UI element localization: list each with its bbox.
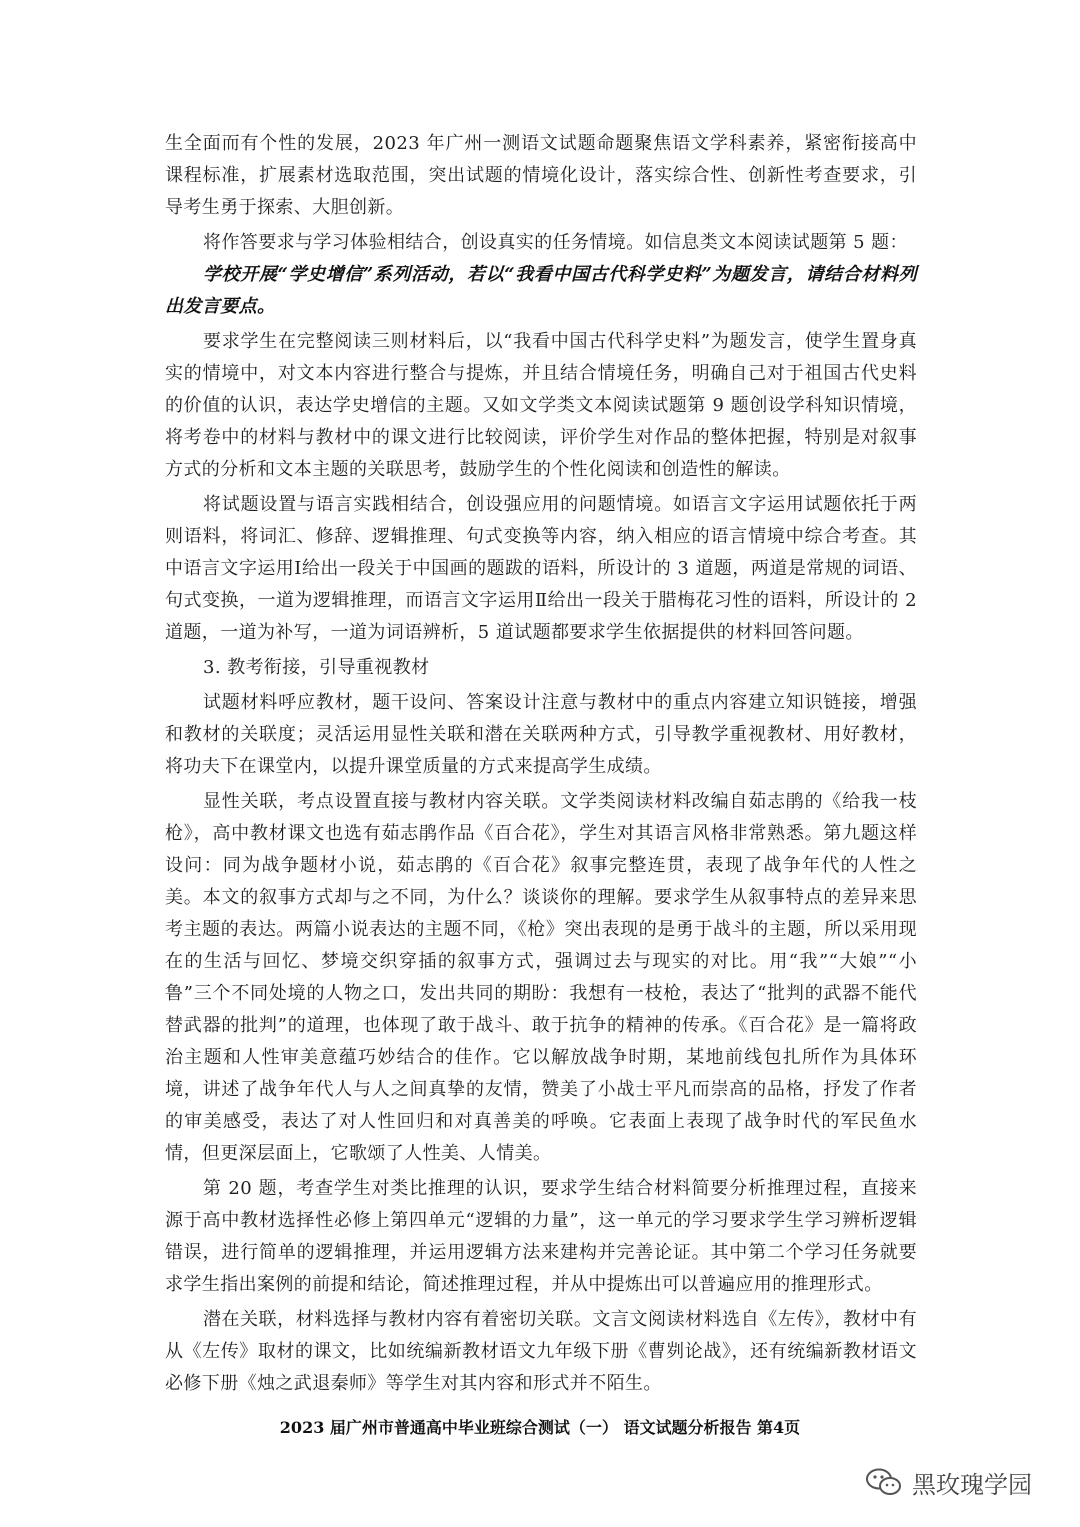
quoted-question: 学校开展“学史增信”系列活动，若以“我看中国古代科学史料”为题发言，请结合材料列出发言要点。 xyxy=(165,264,917,317)
paragraph-4: 要求学生在完整阅读三则材料后，以“我看中国古代科学史料”为题发言，使学生置身真实的情境中，对文本内容进行整合与提炼，并且结合情境任务，明确自己对于祖国古代史料的价值的认识，表达学史增信的主题。又如文学类文本阅读试题第 9 题创设学科知识情境，将考卷中的材料与教材中的课文进行比较阅读，评价学生对作品的整体把握，特别是对叙事方式的分析和文本主题的关联思考，鼓励学生的个性化阅读和创造性的解读。 xyxy=(165,331,917,480)
section-heading: 3. 教考衔接，引导重视教材 xyxy=(203,657,430,678)
paragraph-9: 第 20 题，考查学生对类比推理的认识，要求学生结合材料简要分析推理过程，直接来源于高中教材选择性必修上第四单元“逻辑的力量”，这一单元的学习要求学生学习辨析逻辑错误，进行简单的逻辑推理，并运用逻辑方法来建构并完善论证。其中第二个学习任务就要求学生指出案例的前提和结论，简述推理过程，并从中提炼出可以普遍应用的推理形式。 xyxy=(165,1178,917,1295)
watermark-text: 黑玫瑰学园 xyxy=(912,1470,1032,1499)
paragraph-2: 将作答要求与学习体验相结合，创设真实的任务情境。如信息类文本阅读试题第 5 题： xyxy=(203,232,908,253)
paragraph-1: 生全面而有个性的发展，2023 年广州一测语文试题命题聚焦语文学科素养，紧密衔接高中课程标准，扩展素材选取范围，突出试题的情境化设计，落实综合性、创新性考查要求，引导考生勇于探索、大胆创新。 xyxy=(165,133,917,218)
document-body xyxy=(165,128,917,1400)
wechat-icon xyxy=(864,1467,904,1497)
paragraph-7: 试题材料呼应教材，题干设问、答案设计注意与教材中的重点内容建立知识链接，增强和教材的关联度；灵活运用显性关联和潜在关联两种方式，引导教学重视教材、用好教材，将功夫下在课堂内，以提升课堂质量的方式来提高学生成绩。 xyxy=(165,692,917,777)
paragraph-5: 将试题设置与语言实践相结合，创设强应用的问题情境。如语言文字运用试题依托于两则语料，将词汇、修辞、逻辑推理、句式变换等内容，纳入相应的语言情境中综合考查。其中语言文字运用Ⅰ给出一段关于中国画的题跋的语料，所设计的 3 道题，两道是常规的词语、句式变换，一道为逻辑推理，而语言文字运用Ⅱ给出一段关于腊梅花习性的语料，所设计的 2 道题，一道为补写，一道为词语辨析，5 道试题都要求学生依据提供的材料回答问题。 xyxy=(165,494,917,643)
page-footer: 2023 届广州市普通高中毕业班综合测试（一） 语文试题分析报告 第4页 xyxy=(279,1418,801,1437)
watermark xyxy=(864,1462,1032,1502)
paragraph-10: 潜在关联，材料选择与教材内容有着密切关联。文言文阅读材料选自《左传》，教材中有从《左传》取材的课文，比如统编新教材语文九年级下册《曹刿论战》，还有统编新教材语文必修下册《烛之武退秦师》等学生对其内容和形式并不陌生。 xyxy=(165,1309,917,1394)
paragraph-8: 显性关联，考点设置直接与教材内容关联。文学类阅读材料改编自茹志鹃的《给我一枝枪》，高中教材课文也选有茹志鹃作品《百合花》，学生对其语言风格非常熟悉。第九题这样设问：同为战争题材小说，茹志鹃的《百合花》叙事完整连贯，表现了战争年代的人性之美。本文的叙事方式却与之不同，为什么？谈谈你的理解。要求学生从叙事特点的差异来思考主题的表达。两篇小说表达的主题不同，《枪》突出表现的是勇于战斗的主题，所以采用现在的生活与回忆、梦境交织穿插的叙事方式，强调过去与现实的对比。用“我”“大娘”“小鲁”三个不同处境的人物之口，发出共同的期盼：我想有一枝枪，表达了“批判的武器不能代替武器的批判”的道理，也体现了敢于战斗、敢于抗争的精神的传承。《百合花》是一篇将政治主题和人性审美意蕴巧妙结合的佳作。它以解放战争时期，某地前线包扎所作为具体环境，讲述了战争年代人与人之间真挚的友情，赞美了小战士平凡而崇高的品格，抒发了作者的审美感受，表达了对人性回归和对真善美的呼唤。它表面上表现了战争时代的军民鱼水情，但更深层面上，它歌颂了人性美、人情美。 xyxy=(165,791,917,1164)
